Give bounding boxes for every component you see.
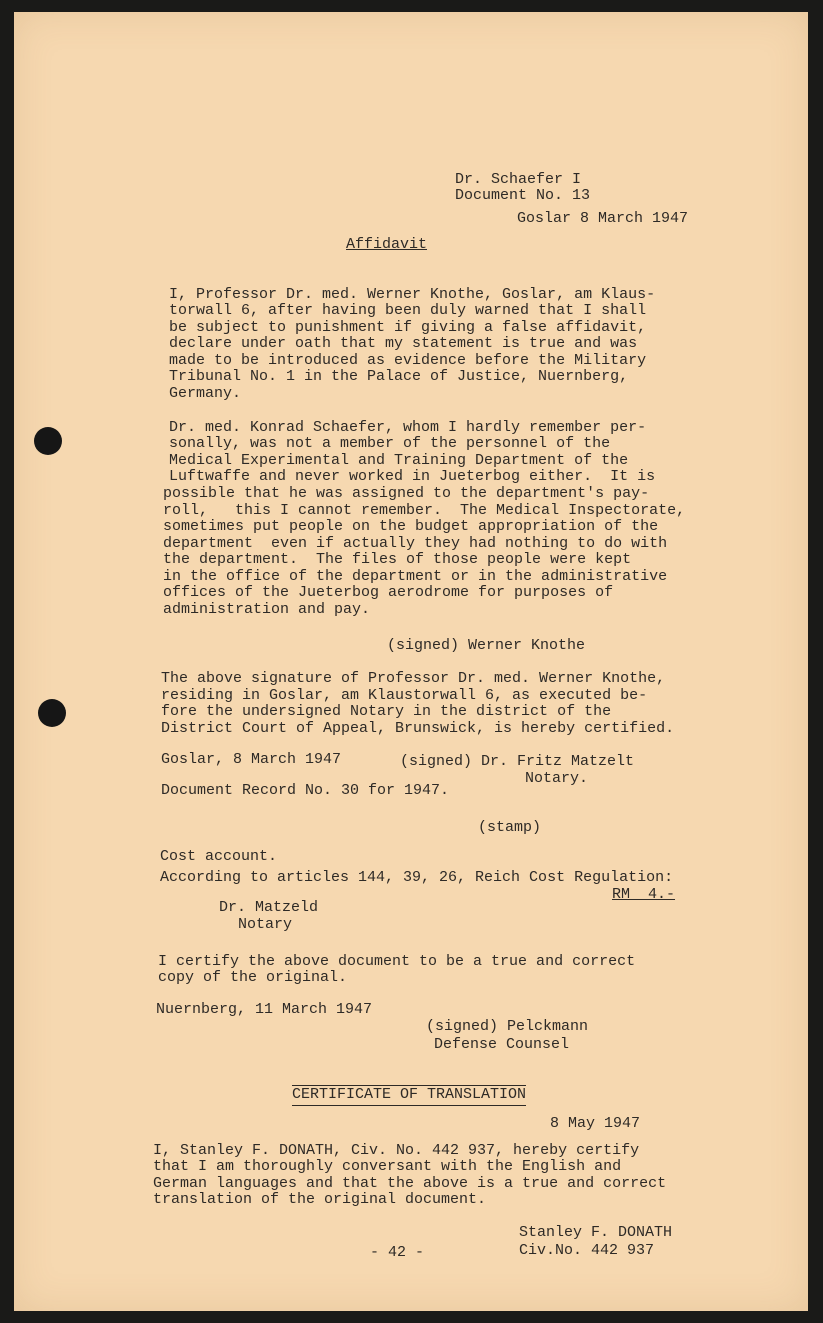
- knothe-signature: (signed) Werner Knothe: [387, 637, 586, 654]
- text-line: offices of the Jueterbog aerodrome for purposes of: [163, 584, 614, 601]
- cost-notary-name: Dr. Matzeld: [219, 899, 319, 916]
- text-line: declare under oath that my statement is true and was: [169, 335, 638, 352]
- text-line: German languages and that the above is a true and correct: [153, 1175, 667, 1192]
- notary-signature: (signed) Dr. Fritz Matzelt: [400, 753, 635, 770]
- document-title: Affidavit: [346, 236, 428, 253]
- text-line: The above signature of Professor Dr. med. Werner Knothe,: [161, 670, 666, 687]
- text-line: Medical Experimental and Training Department of the: [169, 452, 629, 469]
- text-line: be subject to punishment if giving a false affidavit,: [169, 319, 647, 336]
- text-line: in the office of the department or in the administrative: [163, 568, 668, 585]
- document-record: Document Record No. 30 for 1947.: [161, 782, 450, 799]
- text-line: sometimes put people on the budget appropriation of the: [163, 518, 659, 535]
- text-line: possible that he was assigned to the department's pay-: [163, 485, 650, 502]
- punch-hole: [38, 699, 66, 727]
- page-number: - 42 -: [370, 1244, 425, 1261]
- text-line: I, Stanley F. DONATH, Civ. No. 442 937, hereby certify: [153, 1142, 640, 1159]
- text-line: Germany.: [169, 385, 242, 402]
- text-line: Luftwaffe and never worked in Jueterbog either. It is: [169, 468, 656, 485]
- text-line: copy of the original.: [158, 969, 348, 986]
- document-number: Document No. 13: [455, 187, 591, 204]
- translation-heading: CERTIFICATE OF TRANSLATION: [292, 1085, 526, 1106]
- cost-line: According to articles 144, 39, 26, Reich Cost Regulation:: [160, 869, 674, 886]
- text-line: roll, this I cannot remember. The Medical Inspectorate,: [163, 502, 686, 519]
- counsel-signature: (signed) Pelckmann: [426, 1018, 589, 1035]
- text-line: sonally, was not a member of the personnel of the: [169, 435, 611, 452]
- notary-place-date: Goslar, 8 March 1947: [161, 751, 342, 768]
- text-line: residing in Goslar, am Klaustorwall 6, as executed be-: [161, 687, 648, 704]
- text-line: I, Professor Dr. med. Werner Knothe, Goslar, am Klaus-: [169, 286, 656, 303]
- document-page: [14, 12, 808, 1311]
- text-line: made to be introduced as evidence before the Military: [169, 352, 647, 369]
- translator-civ-number: Civ.No. 442 937: [519, 1242, 655, 1259]
- cost-notary-title: Notary: [238, 916, 293, 933]
- header-place-date: Goslar 8 March 1947: [517, 210, 689, 227]
- text-line: torwall 6, after having been duly warned that I shall: [169, 302, 647, 319]
- text-line: I certify the above document to be a true and correct: [158, 953, 636, 970]
- notary-title: Notary.: [525, 770, 589, 787]
- counsel-place-date: Nuernberg, 11 March 1947: [156, 1001, 373, 1018]
- text-line: Dr. med. Konrad Schaefer, whom I hardly remember per-: [169, 419, 647, 436]
- text-line: District Court of Appeal, Brunswick, is hereby certified.: [161, 720, 675, 737]
- stamp-note: (stamp): [478, 819, 542, 836]
- text-line: translation of the original document.: [153, 1191, 487, 1208]
- text-line: Tribunal No. 1 in the Palace of Justice, Nuernberg,: [169, 368, 629, 385]
- text-line: the department. The files of those people were kept: [163, 551, 632, 568]
- text-line: fore the undersigned Notary in the district of the: [161, 703, 612, 720]
- counsel-title: Defense Counsel: [434, 1036, 570, 1053]
- translator-name: Stanley F. DONATH: [519, 1224, 673, 1241]
- cost-heading: Cost account.: [160, 848, 278, 865]
- text-line: that I am thoroughly conversant with the English and: [153, 1158, 622, 1175]
- cost-amount: RM 4.-: [612, 886, 676, 903]
- defendant-ref: Dr. Schaefer I: [455, 171, 582, 188]
- text-line: administration and pay.: [163, 601, 371, 618]
- text-line: department even if actually they had nothing to do with: [163, 535, 668, 552]
- translation-date: 8 May 1947: [550, 1115, 641, 1132]
- punch-hole: [34, 427, 62, 455]
